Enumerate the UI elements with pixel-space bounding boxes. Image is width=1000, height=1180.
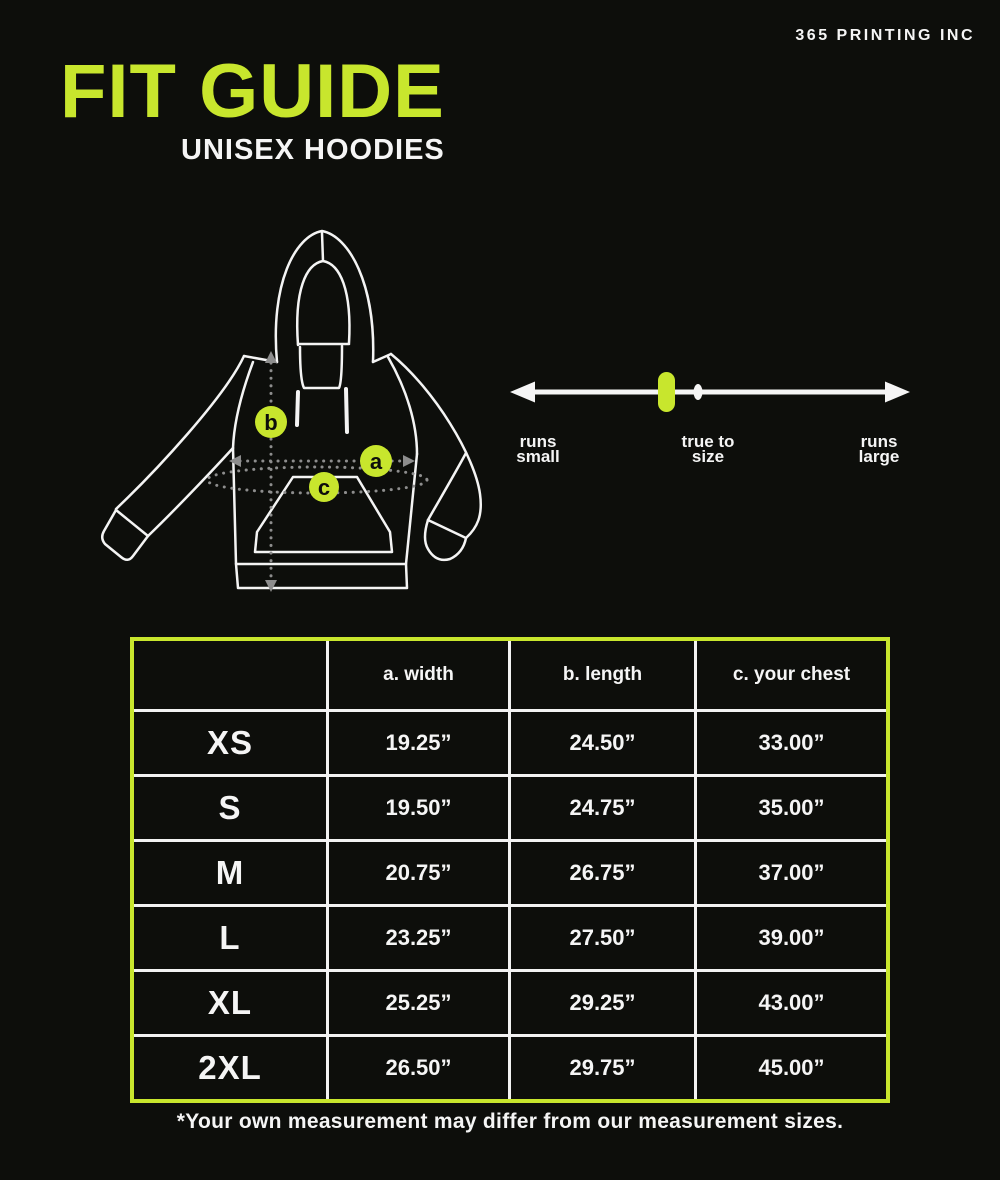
hoodie-diagram (95, 222, 515, 622)
s-width: 19.50” (329, 777, 508, 839)
body-right-edge (406, 454, 417, 564)
title-block (60, 49, 445, 167)
column-header-chest: c. your chest (697, 641, 886, 709)
drawstring-left (297, 392, 298, 425)
xs-width: 19.25” (329, 712, 508, 774)
marker-b-label: b (264, 410, 278, 435)
m-width: 20.75” (329, 842, 508, 904)
page-title: FIT GUIDE (60, 49, 445, 134)
size-label-s: S (134, 777, 326, 839)
m-chest: 37.00” (697, 842, 886, 904)
scale-arrow-left (510, 382, 535, 403)
brand-name: 365 PRINTING INC (795, 27, 975, 44)
left-armhole-seam (233, 362, 253, 448)
waistband (236, 564, 407, 588)
size-label-m: M (134, 842, 326, 904)
2xl-length: 29.75” (511, 1037, 694, 1099)
fit-scale (505, 370, 915, 414)
neck-opening (300, 346, 342, 388)
size-chart-grid (134, 641, 886, 1099)
body-left-edge (233, 448, 236, 564)
s-length: 24.75” (511, 777, 694, 839)
measurement-disclaimer: *Your own measurement may differ from our measurement sizes. (176, 1110, 844, 1133)
right-sleeve-outer (391, 354, 481, 538)
l-length: 27.50” (511, 907, 694, 969)
left-cuff-band (116, 510, 148, 536)
scale-label-runs-large: runs large (858, 432, 900, 466)
hood-seam (322, 233, 323, 261)
right-cuff (425, 520, 466, 560)
right-sleeve-fold (428, 453, 466, 520)
xs-chest: 33.00” (697, 712, 886, 774)
hood-opening (297, 261, 349, 345)
l-width: 23.25” (329, 907, 508, 969)
column-header-width: a. width (329, 641, 508, 709)
left-sleeve-inner (148, 448, 233, 536)
width-arrow-right (403, 455, 415, 467)
right-armhole-seam (388, 357, 417, 454)
marker-a-label: a (369, 449, 383, 474)
l-chest: 39.00” (697, 907, 886, 969)
right-cuff-band (428, 520, 466, 538)
xs-length: 24.50” (511, 712, 694, 774)
width-arrow-left (229, 455, 241, 467)
scale-label-runs-small: runs small (516, 432, 560, 466)
xl-chest: 43.00” (697, 972, 886, 1034)
scale-label-true-to-size: true to size (681, 432, 735, 466)
xl-width: 25.25” (329, 972, 508, 1034)
scale-tick-dot (694, 384, 703, 400)
size-label-xs: XS (134, 712, 326, 774)
xl-length: 29.25” (511, 972, 694, 1034)
2xl-width: 26.50” (329, 1037, 508, 1099)
size-label-2xl: 2XL (134, 1037, 326, 1099)
column-header-length: b. length (511, 641, 694, 709)
scale-marker-true-to-size (658, 372, 675, 412)
m-length: 26.75” (511, 842, 694, 904)
hood-outline (276, 231, 373, 362)
size-chart-table (130, 637, 890, 1103)
2xl-chest: 45.00” (697, 1037, 886, 1099)
length-arrow-down (265, 580, 277, 592)
marker-c-label: c (317, 475, 331, 500)
drawstring-right (346, 389, 347, 432)
size-label-l: L (134, 907, 326, 969)
page-subtitle: UNISEX HOODIES (181, 134, 445, 167)
scale-arrow-right (885, 382, 910, 403)
s-chest: 35.00” (697, 777, 886, 839)
size-label-xl: XL (134, 972, 326, 1034)
corner-cell (134, 641, 326, 709)
